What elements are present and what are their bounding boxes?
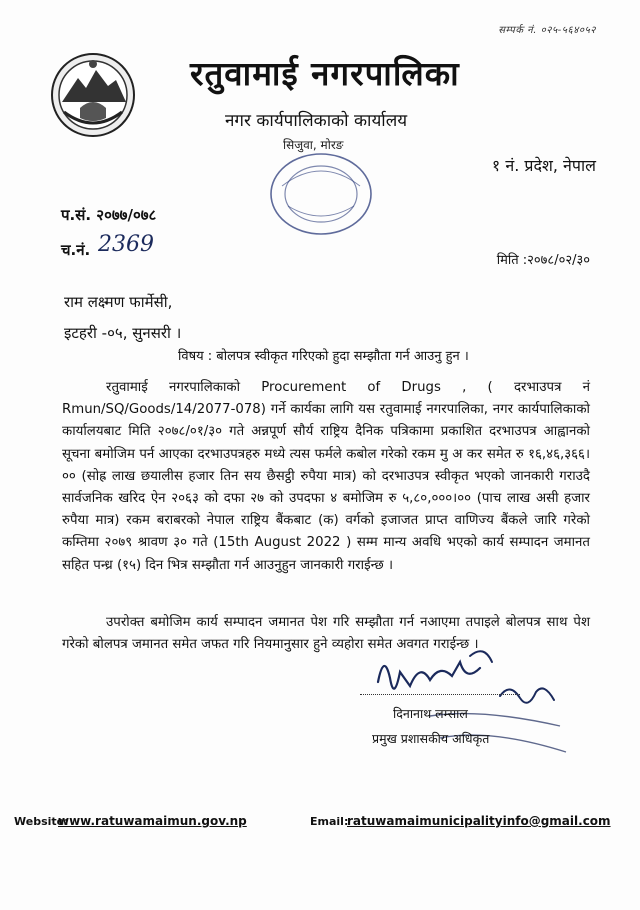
dispatch-number-value: 2369 bbox=[98, 232, 154, 257]
municipality-title: रतुवामाई नगरपालिका bbox=[190, 54, 460, 93]
nepal-emblem-logo bbox=[50, 52, 136, 138]
website-label: Website: bbox=[14, 815, 69, 828]
dispatch-number-label: च.नं. bbox=[61, 241, 91, 259]
recipient-address: इटहरी -०५, सुनसरी । bbox=[64, 324, 182, 342]
body-paragraph-2: उपरोक्त बमोजिम कार्य सम्पादन जमानत पेश गरि सम्झौता गर्न नआएमा तपाइले बोलपत्र साथ पेश गरेको बोलपत्र जमानत समेत जफत गरि नियमानुसार हुने व्यहोरा समेत अवगत गराईन्छ । bbox=[62, 615, 590, 653]
province-label: १ नं. प्रदेश, नेपाल bbox=[491, 156, 596, 175]
office-stamp bbox=[262, 146, 380, 238]
letter-date: मिति :२०७८/०२/३० bbox=[496, 253, 590, 268]
office-location: सिजुवा, मोरङ bbox=[283, 138, 344, 152]
body-paragraph-1: रतुवामाई नगरपालिकाको Procurement of Drugs , ( दरभाउपत्र नं Rmun/SQ/Goods/14/2077-078) गर्ने कार्यका लागि यस रतुवामाई नगरपालिका, नगर कार्यपालिकाको कार्यालयबाट मिति २०७८/०१/३० गते अन्नपूर्ण सौर्य राष्ट्रिय दैनिक पत्रिकामा प्रकाशित दरभाउपत्र आह्वानको सूचना बमोजिम पर्न आएका दरभाउपत्रहरु मध्ये त्यस फर्मले कबोल गरेको रकम मु अ कर समेत रु १६,४६,३६६।०० (सोह्र लाख छयालीस हजार तिन सय छैसट्ठी रुपैया मात्र) को दरभाउपत्र स्वीकृत भएको जानकारी गराउदै सार्वजनिक खरिद ऐन २०६३ को दफा २७ को उपदफा ४ बमोजिम रु ५,८०,०००।०० (पाच लाख असी हजार रुपैया मात्र) रकम बराबरको नेपाल राष्ट्रिय बैंकबाट (क) वर्गको इजाजत प्राप्त वाणिज्य बैंकले जारि गरेको कम्तिमा २०७९ श्रावण ३० गते (15th August 2022 ) सम्म मान्य अवधि भएको कार्य सम्पादन जमानत सहित पन्ध्र (१५) दिन भित्र सम्झौता गर्न आउनुहुन जानकारी गराईन्छ । bbox=[62, 380, 590, 573]
reference-number: प.सं. २०७७/०७८ bbox=[61, 206, 157, 224]
email-link[interactable]: ratuwamaimunicipalityinfo@gmail.com bbox=[347, 814, 611, 828]
letter-subject: विषय : बोलपत्र स्वीकृत गरिएको हुदा सम्झौता गर्न आउनु हुन । bbox=[178, 349, 469, 364]
recipient-name: राम लक्ष्मण फार्मेसी, bbox=[64, 293, 173, 311]
signatory-name: दिनानाथ लम्साल bbox=[393, 706, 468, 721]
signature-line bbox=[360, 694, 520, 695]
contact-number: सम्पर्क नं. ०२५-५६४०५२ bbox=[498, 25, 596, 36]
office-subtitle: नगर कार्यपालिकाको कार्यालय bbox=[225, 111, 408, 131]
website-link[interactable]: www.ratuwamaimun.gov.np bbox=[58, 814, 247, 828]
email-label: Email: bbox=[310, 815, 349, 828]
signatory-title: प्रमुख प्रशासकीय अधिकृत bbox=[372, 731, 490, 746]
